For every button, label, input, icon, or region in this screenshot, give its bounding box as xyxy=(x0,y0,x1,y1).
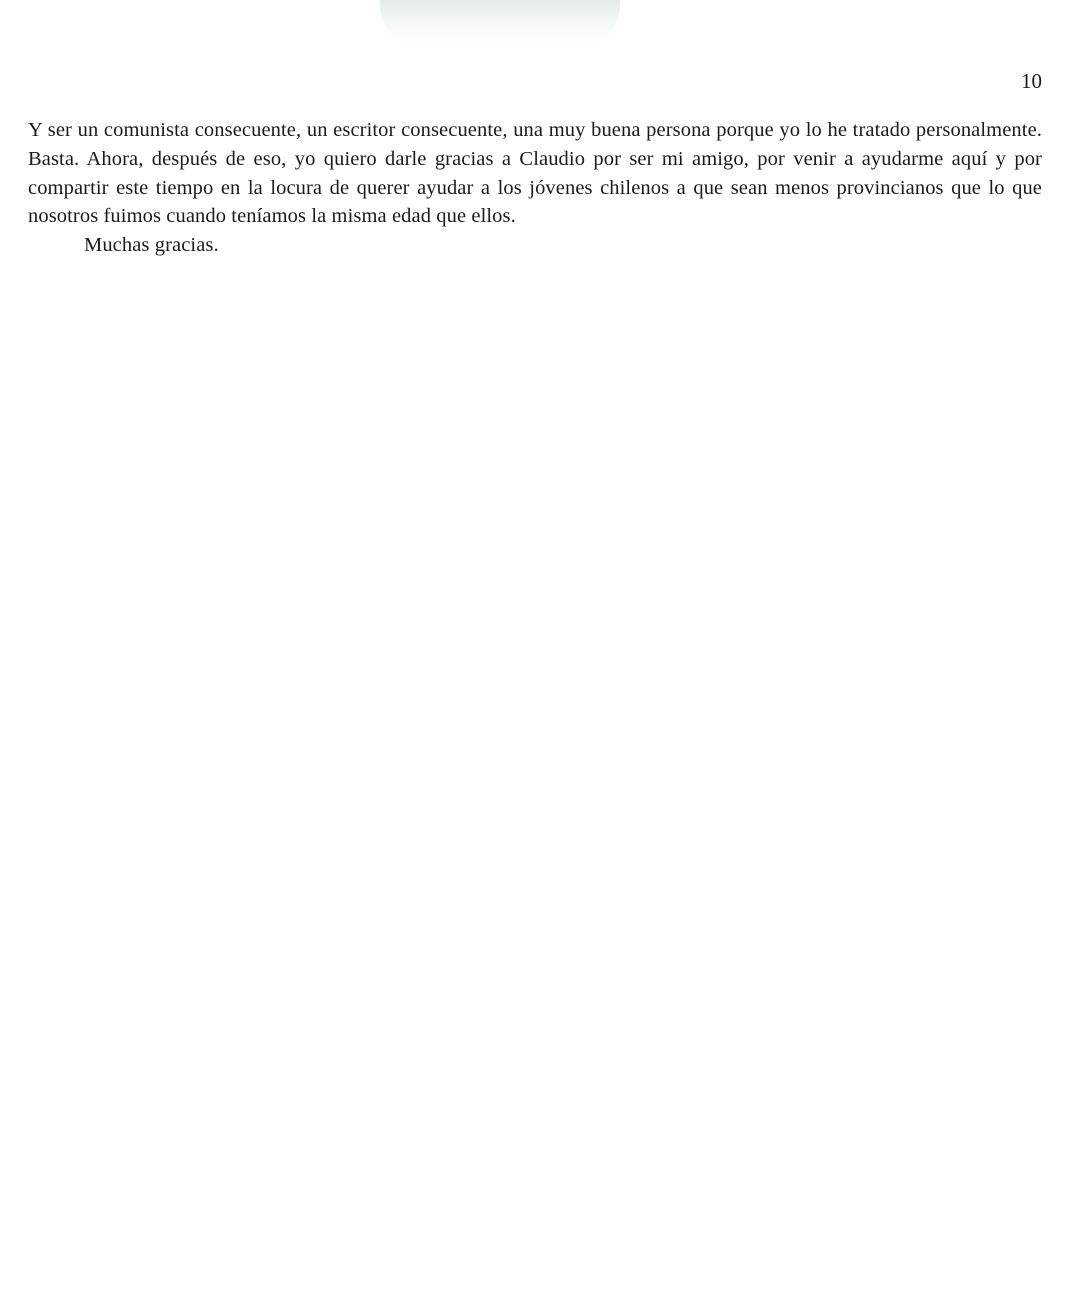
scan-artifact xyxy=(380,0,620,46)
body-paragraph: Y ser un comunista consecuente, un escritor consecuente, una muy buena persona porque yo lo he tratado personalmente. Basta. Ahora, después de eso, yo quiero darle gracias a Claudio por ser mi amigo, por venir a ayudarme aquí y por compartir este tiempo en la locura de querer ayudar a los jóvenes chilenos a que sean menos provincianos que lo que nosotros fuimos cuando teníamos la misma edad que ellos. xyxy=(28,119,1042,228)
document-body xyxy=(28,116,1042,260)
closing-line: Muchas gracias. xyxy=(84,234,219,257)
page-number: 10 xyxy=(1021,69,1042,93)
